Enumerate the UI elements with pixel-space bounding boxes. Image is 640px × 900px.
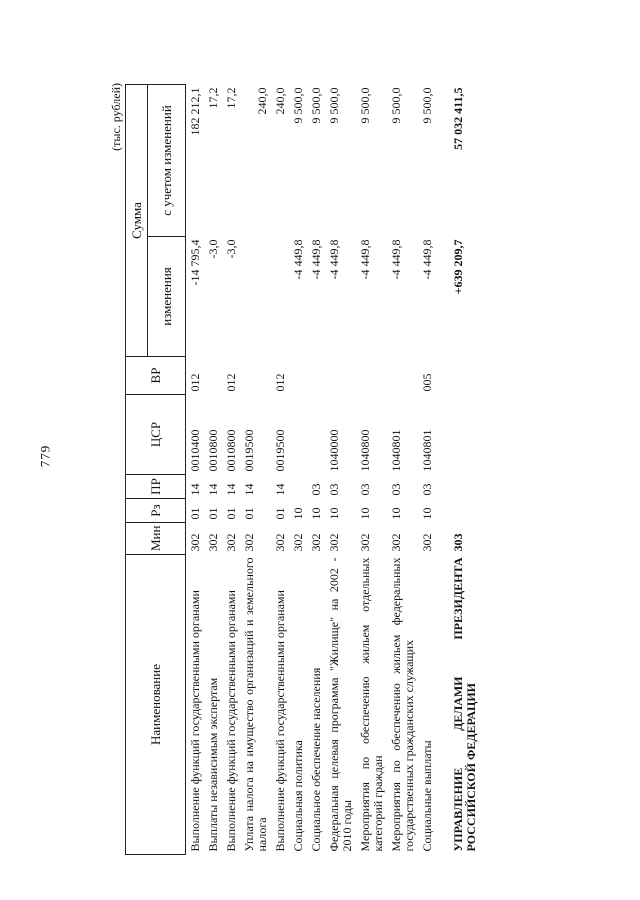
row-vr: 005 — [420, 373, 434, 392]
row-name: Уплата налога на имущество организаций и земельного налога — [242, 557, 269, 852]
row-rz: 10 — [358, 507, 372, 520]
table-row — [387, 85, 418, 855]
row-pr: 14 — [206, 483, 220, 496]
row-csr: 0010800 — [224, 429, 238, 472]
row-csr: 1040801 — [420, 429, 434, 472]
header-change: изменения — [148, 237, 186, 357]
total-row-change: +639 209,7 — [451, 239, 465, 295]
row-total: 9 500,0 — [291, 87, 305, 124]
row-vr — [240, 357, 271, 395]
row-name: Выполнение функций государственными органами — [273, 590, 287, 852]
row-total: 240,0 — [273, 87, 287, 115]
header-csr: ЦСР — [126, 395, 186, 475]
table-row — [204, 85, 222, 855]
row-change: -4 449,8 — [389, 239, 403, 280]
table-row — [289, 85, 307, 855]
row-pr: 14 — [188, 483, 202, 496]
total-row — [436, 85, 480, 855]
row-name: Социальная политика — [291, 740, 305, 852]
row-name: Выполнение функций государственными органами — [224, 590, 238, 852]
row-name: Мероприятия по обеспечению жильем федеральных государственных гражданских служащих — [389, 557, 416, 852]
table-row — [356, 85, 387, 855]
row-rz: 10 — [327, 507, 341, 520]
row-change: -3,0 — [206, 239, 220, 259]
row-total: 9 500,0 — [420, 87, 434, 124]
row-vr: 012 — [188, 373, 202, 392]
row-rz: 10 — [309, 507, 323, 520]
row-change: -4 449,8 — [420, 239, 434, 280]
table-row — [325, 85, 356, 855]
row-vr — [307, 357, 325, 395]
row-rz: 10 — [389, 507, 403, 520]
row-min: 302 — [206, 533, 220, 552]
row-total: 17,2 — [224, 87, 238, 109]
header-sum: Сумма — [126, 85, 148, 357]
row-csr — [307, 395, 325, 475]
table-row — [307, 85, 325, 855]
table-row — [222, 85, 240, 855]
row-pr: 14 — [224, 483, 238, 496]
row-min: 302 — [188, 533, 202, 552]
row-name: Выплаты независимым экспертам — [206, 677, 220, 852]
row-rz: 01 — [206, 507, 220, 520]
row-pr: 14 — [273, 483, 287, 496]
row-change: -4 449,8 — [291, 239, 305, 280]
row-rz: 01 — [273, 507, 287, 520]
table-row — [240, 85, 271, 855]
row-rz: 10 — [291, 507, 305, 520]
row-pr: 03 — [309, 483, 323, 496]
total-row-name — [436, 555, 480, 855]
row-min: 302 — [291, 533, 305, 552]
total-row-total: 57 032 411,5 — [451, 87, 465, 150]
table-row — [271, 85, 289, 855]
page-number: 779 — [37, 444, 53, 468]
row-csr: 0019500 — [273, 429, 287, 472]
row-name: Социальные выплаты — [420, 740, 434, 852]
row-change: -4 449,8 — [358, 239, 372, 280]
row-pr: 03 — [389, 483, 403, 496]
row-name: Социальное обеспечение населения — [309, 667, 323, 852]
header-vr: ВР — [126, 357, 186, 395]
row-vr — [325, 357, 356, 395]
row-min: 302 — [327, 533, 341, 552]
total-name-line2: РОССИЙСКОЙ ФЕДЕРАЦИИ — [464, 682, 478, 852]
row-vr — [204, 357, 222, 395]
row-csr: 0019500 — [242, 429, 256, 472]
row-pr: 03 — [327, 483, 341, 496]
row-rz: 01 — [188, 507, 202, 520]
row-change: -4 449,8 — [327, 239, 341, 280]
row-total: 9 500,0 — [327, 87, 341, 124]
row-vr — [289, 357, 307, 395]
row-total: 9 500,0 — [389, 87, 403, 124]
row-vr: 012 — [224, 373, 238, 392]
row-pr — [289, 475, 307, 499]
row-pr: 03 — [420, 483, 434, 496]
header-pr: ПР — [126, 475, 186, 499]
row-csr: 1040000 — [327, 429, 341, 472]
row-name: Выполнение функций государственными органами — [188, 590, 202, 852]
table-row — [186, 85, 205, 855]
header-rz: Рз — [126, 499, 186, 523]
row-total: 182 212,1 — [188, 87, 202, 136]
row-rz: 01 — [242, 507, 256, 520]
budget-table-sheet — [105, 75, 575, 855]
row-total: 9 500,0 — [309, 87, 323, 124]
row-total: 17,2 — [206, 87, 220, 109]
row-min: 302 — [242, 533, 256, 552]
budget-table — [125, 84, 480, 855]
total-name-line1: УПРАВЛЕНИЕ ДЕЛАМИ ПРЕЗИДЕНТА — [451, 557, 465, 852]
row-name: Федеральная целевая программа "Жилище" на 2002 - 2010 годы — [327, 557, 354, 852]
row-rz: 10 — [420, 507, 434, 520]
header-with-change: с учетом изменений — [148, 85, 186, 237]
row-vr — [356, 357, 387, 395]
row-vr: 012 — [273, 373, 287, 392]
row-min: 302 — [389, 533, 403, 552]
row-min: 302 — [309, 533, 323, 552]
total-row-min: 303 — [451, 533, 465, 552]
units-label: (тыс. рублей) — [109, 83, 123, 151]
row-name: Мероприятия по обеспечению жильем отдельных категорий граждан — [358, 557, 385, 852]
row-min: 302 — [420, 533, 434, 552]
row-vr — [387, 357, 418, 395]
table-row — [418, 85, 436, 855]
row-change: -3,0 — [224, 239, 238, 259]
row-total: 240,0 — [255, 87, 269, 115]
row-rz: 01 — [224, 507, 238, 520]
row-min: 302 — [224, 533, 238, 552]
header-name: Наименование — [126, 555, 186, 855]
row-change — [271, 237, 289, 357]
row-csr — [289, 395, 307, 475]
header-min: Мин — [126, 523, 186, 555]
row-min: 302 — [273, 533, 287, 552]
row-pr: 14 — [242, 483, 256, 496]
row-total: 9 500,0 — [358, 87, 372, 124]
row-csr: 0010400 — [188, 429, 202, 472]
row-change — [240, 237, 271, 357]
row-change: -4 449,8 — [309, 239, 323, 280]
row-csr: 0010800 — [206, 429, 220, 472]
row-min: 302 — [358, 533, 372, 552]
row-csr: 1040801 — [389, 429, 403, 472]
row-pr: 03 — [358, 483, 372, 496]
row-csr: 1040800 — [358, 429, 372, 472]
row-change: -14 795,4 — [188, 239, 202, 286]
